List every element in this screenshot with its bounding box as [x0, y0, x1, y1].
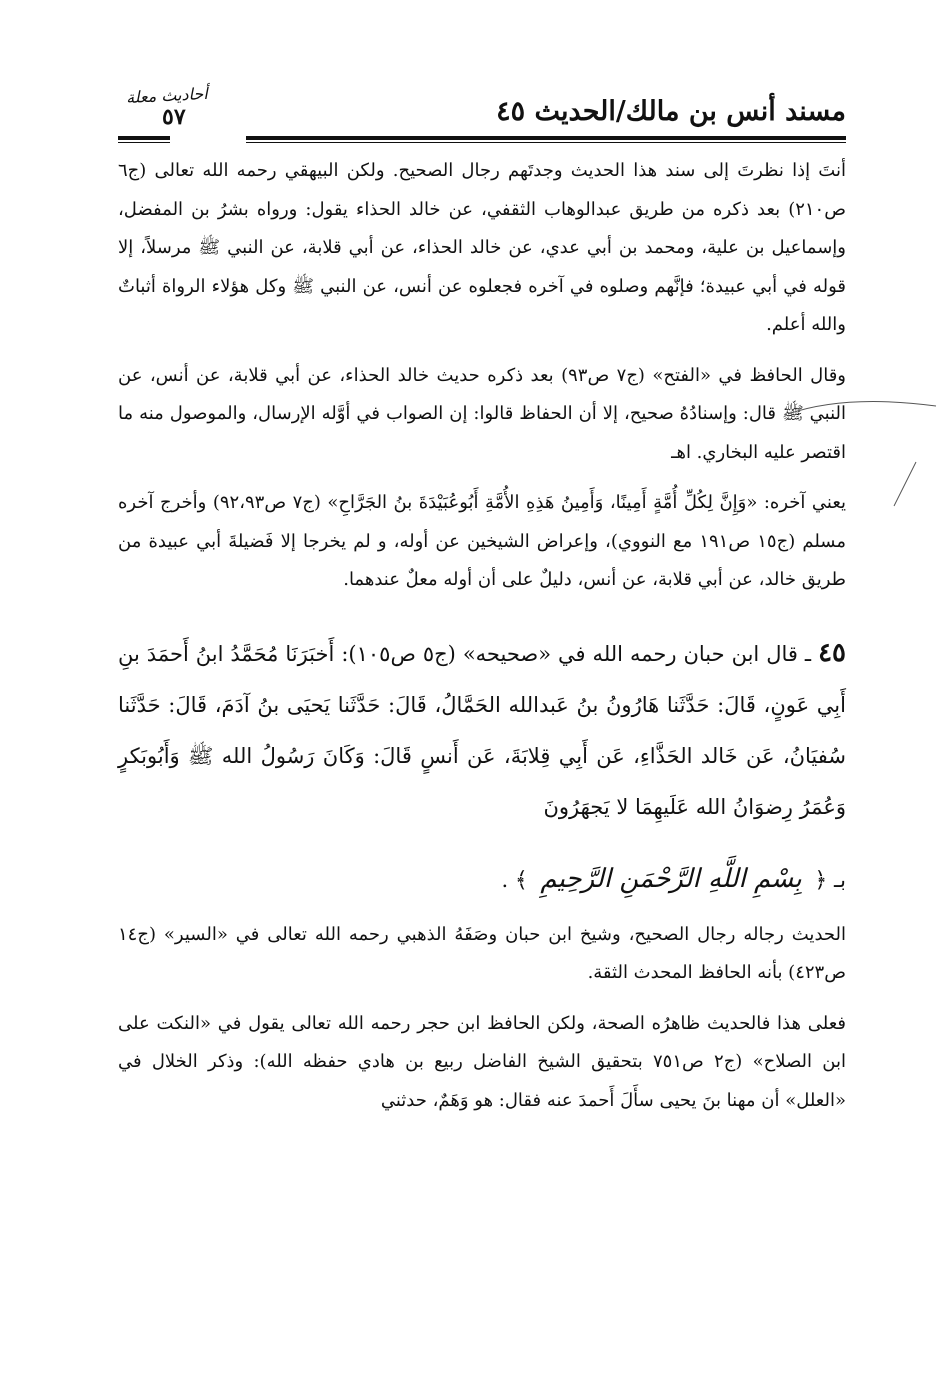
header-rule-thin: [246, 142, 846, 143]
hadith-number: ٤٥: [818, 637, 846, 668]
header-rule-left-thin: [118, 142, 170, 143]
basmala-calligraphy: بِسْمِ اللَّهِ الرَّحْمَنِ الرَّحِيمِ: [540, 863, 802, 894]
pen-mark: [786, 392, 938, 422]
header-rule-left: [118, 136, 170, 140]
ornate-bracket-open: ﴿: [814, 867, 828, 893]
paragraph-1: أنتَ إذا نظرتَ إلى سند هذا الحديث وجدتَهم رجال الصحيح. ولكن البيهقي رحمه الله تعالى (ج٦ ص٢١٠) بعد ذكره من طريق عبدالوهاب الثقفي، عن خالد الحذاء يقول: ورواه بشرُ بن المفضل، وإسماعيل بن علية، ومحمد بن أبي عدي، عن خالد الحذاء، عن أبي قلابة، عن النبي ﷺ مرسلاً، إلا قوله في أبي عبيدة؛ فإنَّهم وصلوه في آخره فجعلوه عن أنس، عن النبي ﷺ وكل هؤلاء الرواة أثباتٌ والله أعلم.: [118, 160, 846, 335]
paragraph-5: فعلى هذا فالحديث ظاهرُه الصحة، ولكن الحافظ ابن حجر رحمه الله تعالى يقول في «النكت على ابن الصلاح» (ج٢ ص٧٥١ بتحقيق الشيخ الفاضل ربيع بن هادي حفظه الله): وذكر الخلال في «العلل» أن مهنا بنَ يحيى سأَلَ أَحمدَ عنه فقال: هو وَهَمٌ، حدثني: [118, 1012, 847, 1111]
header-rule: [246, 136, 846, 140]
ornate-bracket-close: ﴾: [514, 867, 528, 893]
series-note: أحاديث معلة: [125, 83, 209, 108]
hadith-entry: [118, 628, 846, 833]
page-number: ٥٧: [162, 104, 186, 130]
hadith-end: .: [501, 867, 509, 892]
hadith-text: ـ قال ابن حبان رحمه الله في «صحيحه» (ج٥ ص١٠٥): أَخبَرَنَا مُحَمَّدُ ابنُ أَحمَدَ بنِ أَبِي عَونٍ، قَالَ: حَدَّثَنا هَارُونُ بنُ عَبدالله الحَمَّالُ، قَالَ: حَدَّثَنا يَحيَى بنُ آدَمَ، قَالَ: حَدَّثَنا سُفيَانُ، عَن خَالد الحَذَّاءِ، عَن أَبِي قِلابَةَ، عَن أَنسٍ قَالَ: وَكَانَ رَسُولُ الله ﷺ وَأَبُوبَكرٍ وَعُمَرُ رِضوَانُ الله عَلَيهِمَا لا يَجهَرُونَ: [118, 641, 846, 819]
page-header: [118, 83, 846, 144]
pen-mark-2: [890, 460, 920, 510]
basmala-line: [118, 854, 846, 906]
page-body: [118, 152, 846, 1120]
paragraph-4: الحديث رجاله رجال الصحيح، وشيخ ابن حبان وصَفَهُ الذهبي رحمه الله تعالى في «السير» (ج١٤ ص٤٢٣) بأنه الحافظ المحدث الثقة.: [118, 923, 846, 983]
paragraph-2: وقال الحافظ في «الفتح» (ج٧ ص٩٣) بعد ذكره حديث خالد الحذاء، عن أبي قلابة، عن أنس، عن النبي ﷺ قال: وإسنادُهُ صحيح، إلا أن الحفاظ قالوا: إن الصواب في أوَّله الإرسال، والموصول منه ما اقتصر عليه البخاري. اهـ: [118, 364, 846, 463]
paragraph-3: يعني آخره: «وَإِنَّ لِكُلِّ أُمَّةٍ أَمِينًا، وَأَمِينُ هَذِهِ الأُمَّةِ أَبُوعُبَيْدَةَ بنُ الجَرَّاحِ» (ج٧ ص٩٢،٩٣) وأخرج آخره مسلم (ج١٥ ص١٩١ مع النووي)، وإعراض الشيخين عن أوله، و لم يخرجا إلا فَضيلةَ أبي عبيدة من طريق خالد، عن أبي قلابة، عن أنس، دليلٌ على أن أوله معلٌ عندهما.: [118, 492, 847, 590]
basmala-prefix: بـ: [834, 867, 846, 892]
running-title: مسند أنس بن مالك/الحديث ٤٥: [496, 96, 846, 127]
